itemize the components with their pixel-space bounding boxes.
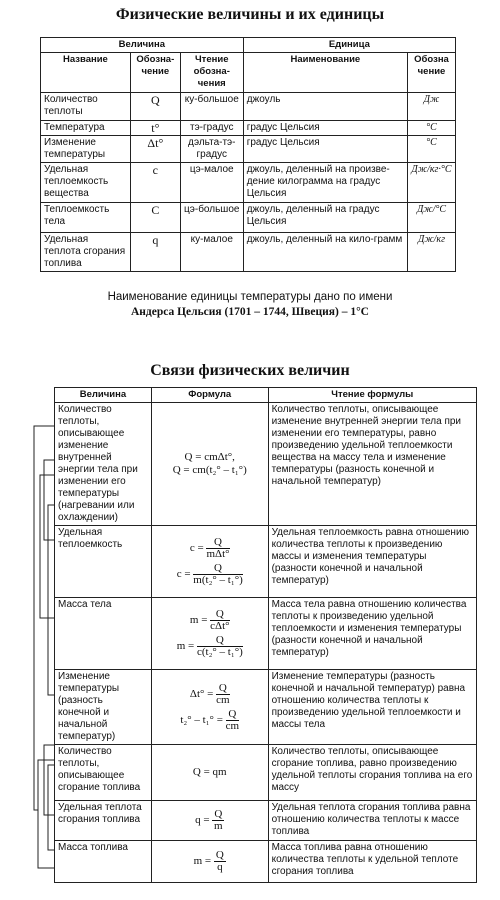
title-units: Физические величины и их единицы xyxy=(115,6,385,23)
table-row xyxy=(41,163,456,203)
col-formula-header: Формула xyxy=(151,388,268,403)
formula-lhs: m = xyxy=(189,614,208,627)
quantity-reading: дэльта-тэ-градус xyxy=(180,136,243,163)
relation-quantity: Масса топлива xyxy=(55,841,152,883)
table-row xyxy=(41,233,456,272)
celsius-note-bold: Андерса Цельсия (1701 – 1744, Швеция) – 1°С xyxy=(130,306,369,318)
fraction-numerator: Q xyxy=(214,808,223,820)
fraction-denominator: q xyxy=(217,861,223,873)
fraction-denominator: cΔt° xyxy=(210,620,230,632)
quantity-name: Количество теплоты xyxy=(41,93,131,121)
table-row xyxy=(55,801,477,841)
col-quantity-header: Величина xyxy=(55,388,152,403)
quantity-reading: цэ-малое xyxy=(180,163,243,203)
relation-reading: Масса топлива равна отношению количества теплоты к удельной теплоте сгорания топлива xyxy=(268,841,476,883)
unit-symbol: Дж/кг xyxy=(408,233,456,272)
relation-reading: Удельная теплота сгорания топлива равна отношению количества теплоты к массе топлива xyxy=(268,801,476,841)
relation-formula: Q = qm xyxy=(151,745,268,801)
unit-name: градус Цельсия xyxy=(243,136,407,163)
fraction-denominator: cm xyxy=(216,693,230,706)
relation-formula xyxy=(151,403,268,526)
title-relations: Связи физических величин xyxy=(150,362,350,379)
formula-lhs: m = xyxy=(193,855,212,868)
relation-reading: Изменение температуры (разность конечной и начальной температур) равна отношению количества теплоты к произведению удельной теплоемкости и массы тела xyxy=(268,670,476,745)
fraction-denominator: m xyxy=(214,820,223,832)
quantity-name: Температура xyxy=(41,121,131,136)
unit-symbol: Дж xyxy=(408,93,456,121)
fraction-numerator: Q xyxy=(216,683,229,695)
relation-formula xyxy=(151,670,268,745)
table-row xyxy=(55,745,477,801)
relation-quantity: Удельная теплота сгорания топлива xyxy=(55,801,152,841)
formula-line: Q = cmΔt°, xyxy=(184,451,235,463)
formula-line: Q = cm(t₂° – t₁°) xyxy=(172,464,247,476)
fraction-numerator: Q xyxy=(226,709,239,721)
quantity-reading: цэ-большое xyxy=(180,203,243,233)
quantity-reading: тэ-градус xyxy=(180,121,243,136)
formula-lhs: c = xyxy=(176,568,191,581)
col-unit-symbol-header: Обозна чение xyxy=(408,53,456,93)
col-unit-name-header: Наименование xyxy=(243,53,407,93)
relation-reading: Количество теплоты, описывающее изменение внутренней энергии тела при изменении его температуры, равно произведению удельной теплоемкости вещества на массу тела и изменение температуры (разность конечной и начальной температур) xyxy=(268,403,476,526)
quantity-name: Удельная теплоемкость вещества xyxy=(41,163,131,203)
relation-quantity: Масса тела xyxy=(55,598,152,670)
relation-quantity: Количество теплоты, описывающее сгорание топлива xyxy=(55,745,152,801)
col-symbol-header: Обозна-чение xyxy=(130,53,180,93)
fraction-numerator: Q xyxy=(197,635,243,647)
fraction-denominator: c(t₂° – t₁°) xyxy=(196,646,243,658)
relation-quantity: Удельная теплоемкость xyxy=(55,526,152,598)
relation-quantity: Количество теплоты, описывающее изменение внутренней энергии тела при изменении его температуры (нагревании или охлаждении) xyxy=(55,403,152,526)
quantity-name: Теплоемкость тела xyxy=(41,203,131,233)
table-row xyxy=(41,121,456,136)
unit-name: джоуль xyxy=(243,93,407,121)
unit-name: джоуль, деленный на произве-дение килограмма на градус Цельсия xyxy=(243,163,407,203)
fraction-denominator: m(t₂° – t₁°) xyxy=(193,574,243,586)
fraction-numerator: Q xyxy=(210,609,229,621)
fraction-numerator: Q xyxy=(193,563,242,575)
relation-formula xyxy=(151,526,268,598)
quantity-symbol: Δt° xyxy=(130,136,180,163)
formula-lhs: t₂° – t₁° = xyxy=(180,713,223,726)
table-row xyxy=(55,841,477,883)
table-row xyxy=(55,598,477,670)
quantity-name: Изменение температуры xyxy=(41,136,131,163)
celsius-note-line1: Наименование единицы температуры дано по имени xyxy=(107,291,393,303)
formula-lhs: Δt° = xyxy=(189,687,214,700)
units-table xyxy=(40,37,456,272)
group-quantity-header: Величина xyxy=(41,38,244,53)
quantity-symbol: C xyxy=(130,203,180,233)
relations-table xyxy=(54,387,477,883)
fraction-numerator: Q xyxy=(206,537,229,549)
quantity-name: Удельная теплота сгорания топлива xyxy=(41,233,131,272)
unit-symbol: Дж/кг·°С xyxy=(408,163,456,203)
col-name-header: Название xyxy=(41,53,131,93)
quantity-reading: ку-малое xyxy=(180,233,243,272)
relation-reading: Количество теплоты, описывающее сгорание топлива, равно произведению удельной теплоты сгорания топлива на его массу xyxy=(268,745,476,801)
unit-name: джоуль, деленный на градус Цельсия xyxy=(243,203,407,233)
table-row xyxy=(55,403,477,526)
formula-lhs: q = xyxy=(195,814,210,827)
quantity-symbol: c xyxy=(130,163,180,203)
relation-formula xyxy=(151,841,268,883)
relation-formula xyxy=(151,598,268,670)
quantity-reading: ку-большое xyxy=(180,93,243,121)
relation-reading: Масса тела равна отношению количества теплоты к произведению удельной теплоемкости и изменения температуры (разности конечной и начальной температур) xyxy=(268,598,476,670)
table-row xyxy=(41,136,456,163)
celsius-note-line2 xyxy=(0,305,500,320)
quantity-symbol: Q xyxy=(130,93,180,121)
formula-lhs: m = xyxy=(176,640,195,653)
quantity-symbol: q xyxy=(130,233,180,272)
relation-reading: Удельная теплоемкость равна отношению количества теплоты к произведению массы и изменения температуры (разности конечной и начальной температур) xyxy=(268,526,476,598)
group-unit-header: Единица xyxy=(243,38,455,53)
table-row xyxy=(55,670,477,745)
table-row xyxy=(55,526,477,598)
col-reading-header: Чтение обозна-чения xyxy=(180,53,243,93)
relation-quantity: Изменение температуры (разность конечной и начальной температур) xyxy=(55,670,152,745)
fraction-numerator: Q xyxy=(215,849,224,861)
unit-symbol: °С xyxy=(408,121,456,136)
unit-name: джоуль, деленный на кило-грамм xyxy=(243,233,407,272)
unit-name: градус Цельсия xyxy=(243,121,407,136)
table-row xyxy=(41,203,456,233)
col-formula-reading-header: Чтение формулы xyxy=(268,388,476,403)
unit-symbol: Дж/°С xyxy=(408,203,456,233)
relation-formula xyxy=(151,801,268,841)
fraction-denominator: cm xyxy=(225,719,240,732)
unit-symbol: °С xyxy=(408,136,456,163)
formula-lhs: c = xyxy=(189,542,204,555)
fraction-denominator: mΔt° xyxy=(206,548,230,560)
table-row xyxy=(41,93,456,121)
quantity-symbol: t° xyxy=(130,121,180,136)
